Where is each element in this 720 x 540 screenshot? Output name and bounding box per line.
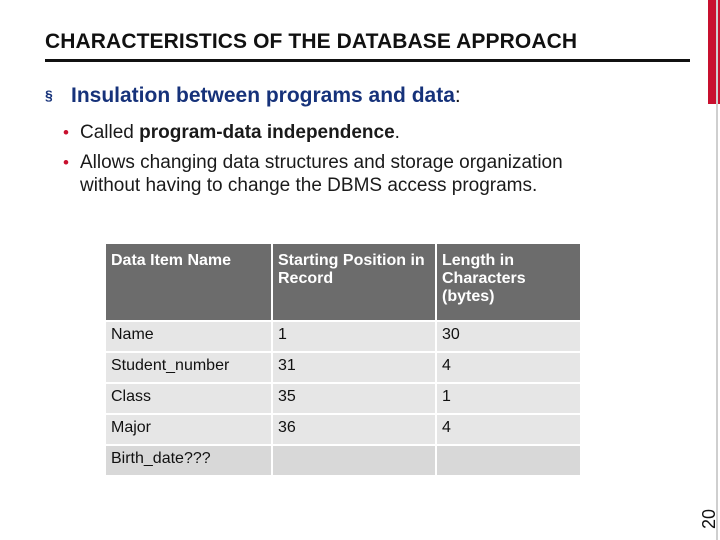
slide-title: CHARACTERISTICS OF THE DATABASE APPROACH bbox=[45, 30, 578, 53]
cell-start-position: 1 bbox=[272, 321, 436, 352]
cell-start-position bbox=[272, 445, 436, 476]
main-bullet bbox=[45, 84, 461, 108]
header-length: Length in Characters (bytes) bbox=[436, 243, 581, 321]
cell-item-name: Student_number bbox=[105, 352, 272, 383]
sub-bullet-suffix: . bbox=[394, 122, 400, 143]
sub-bullet-prefix: Called bbox=[80, 122, 140, 143]
cell-start-position: 31 bbox=[272, 352, 436, 383]
cell-item-name: Name bbox=[105, 321, 272, 352]
cell-length: 4 bbox=[436, 414, 581, 445]
table-row bbox=[105, 321, 581, 352]
table-row bbox=[105, 352, 581, 383]
sub-bullet-allows-changing bbox=[63, 151, 663, 197]
sub-bullet-line1: Allows changing data structures and storage organization bbox=[80, 152, 563, 173]
header-starting-position: Starting Position in Record bbox=[272, 243, 436, 321]
sub-bullet-independence bbox=[63, 121, 400, 144]
cell-length: 1 bbox=[436, 383, 581, 414]
table-row bbox=[105, 414, 581, 445]
bullet-dot-icon: • bbox=[63, 123, 69, 142]
cell-item-name: Birth_date??? bbox=[105, 445, 272, 476]
section-bullet-icon: § bbox=[45, 87, 53, 103]
cell-length bbox=[436, 445, 581, 476]
cell-start-position: 36 bbox=[272, 414, 436, 445]
table-row bbox=[105, 383, 581, 414]
main-bullet-colon: : bbox=[454, 84, 461, 107]
cell-length: 30 bbox=[436, 321, 581, 352]
main-bullet-text: Insulation between programs and data bbox=[71, 84, 455, 107]
slide-edge-rule bbox=[716, 0, 718, 540]
cell-item-name: Class bbox=[105, 383, 272, 414]
sub-bullet-line2: without having to change the DBMS access programs. bbox=[80, 175, 538, 196]
cell-start-position: 35 bbox=[272, 383, 436, 414]
record-layout-table bbox=[104, 242, 582, 477]
table-header-row bbox=[105, 243, 581, 321]
header-data-item-name: Data Item Name bbox=[105, 243, 272, 321]
cell-item-name: Major bbox=[105, 414, 272, 445]
title-underline bbox=[45, 59, 690, 62]
bullet-dot-icon: • bbox=[63, 153, 69, 172]
sub-bullet-bold: program-data independence bbox=[139, 122, 395, 143]
table-row bbox=[105, 445, 581, 476]
cell-length: 4 bbox=[436, 352, 581, 383]
page-number: 20 bbox=[699, 508, 719, 530]
accent-bar bbox=[708, 0, 720, 104]
